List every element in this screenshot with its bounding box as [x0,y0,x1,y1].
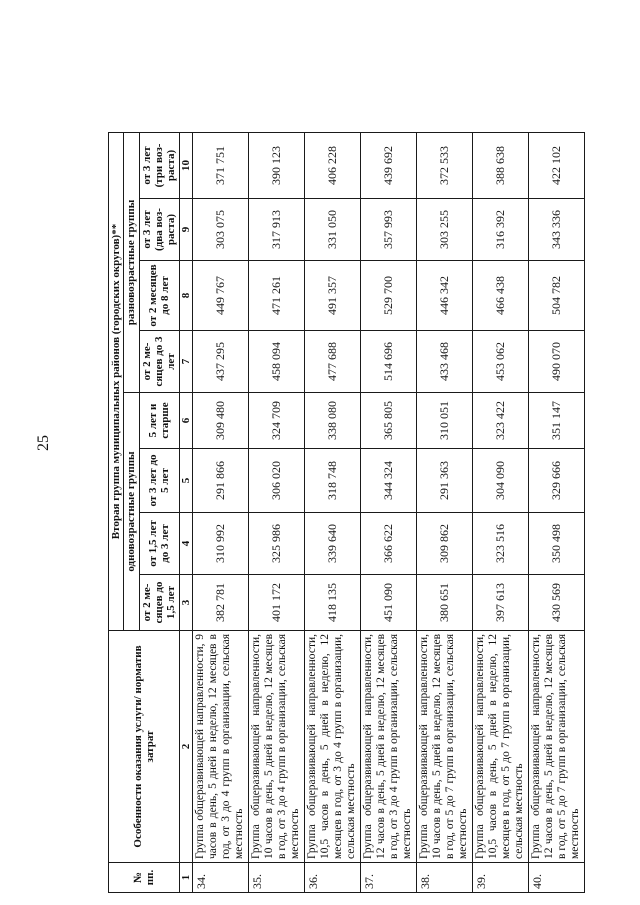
header-group-title: Вторая группа муниципальных районов (городских округов)** [109,132,124,630]
cost-value: 365 805 [360,393,416,449]
cost-value: 372 533 [416,132,472,198]
column-number: 2 [179,631,192,863]
table-row [472,132,528,892]
table-row [304,132,360,892]
table-row [248,132,304,892]
cost-value: 339 640 [304,513,360,575]
cost-value: 306 020 [248,449,304,513]
cost-value: 471 261 [248,261,304,331]
row-description: Группа общеразвивающей направленности, 12 часов в день, 5 дней в неделю, 12 месяцев в год, от 5 до 7 групп в организации, сельская местность [528,631,584,863]
cost-value: 529 700 [360,261,416,331]
header-col: от 1,5 лет до 3 лет [139,513,179,575]
table-row [416,132,472,892]
cost-value: 366 622 [360,513,416,575]
row-number: 36. [304,863,360,893]
row-description: Группа общеразвивающей направленности, 12 часов в день, 5 дней в неделю, 12 месяцев в год, от 3 до 4 групп в организации, сельская местность [360,631,416,863]
cost-value: 451 090 [360,575,416,631]
header-col: 5 лет и старше [139,393,179,449]
table-row [192,132,248,892]
row-description: Группа общеразвивающей направленности, 10,5 часов в день, 5 дней в неделю, 12 месяцев в год, от 5 до 7 групп в организации, сельская местность [472,631,528,863]
cost-value: 310 051 [416,393,472,449]
cost-value: 329 666 [528,449,584,513]
rotated-table-wrapper [108,133,608,893]
header-feature: Особенности оказания услуги/ норматив затрат [109,631,180,863]
column-number: 5 [179,449,192,513]
row-number: 34. [192,863,248,893]
cost-value: 291 866 [192,449,248,513]
cost-value: 303 075 [192,199,248,261]
cost-value: 343 336 [528,199,584,261]
table-row [360,132,416,892]
cost-value: 338 080 [304,393,360,449]
row-description: Группа общеразвивающей направленности, 10 часов в день, 5 дней в неделю, 12 месяцев в год, от 3 до 4 групп в организации, сельская местность [248,631,304,863]
cost-value: 316 392 [472,199,528,261]
cost-value: 304 090 [472,449,528,513]
cost-value: 390 123 [248,132,304,198]
cost-value: 401 172 [248,575,304,631]
cost-value: 437 295 [192,331,248,393]
row-description: Группа общеразвивающей направленности, 10 часов в день, 5 дней в неделю, 12 месяцев в год, от 5 до 7 групп в организации, сельская местность [416,631,472,863]
cost-value: 490 070 [528,331,584,393]
column-number: 1 [179,863,192,893]
column-number: 8 [179,261,192,331]
header-single-age: одновозрастные группы [124,393,139,631]
cost-value: 453 062 [472,331,528,393]
cost-value: 466 438 [472,261,528,331]
header-col: от 2 месяцев до 8 лет [139,261,179,331]
row-description: Группа общеразвивающей направленности, 10,5 часов в день, 5 дней в неделю, 12 месяцев в год, от 3 до 4 групп в организации, сельская местность [304,631,360,863]
cost-value: 309 480 [192,393,248,449]
cost-value: 514 696 [360,331,416,393]
cost-value: 325 986 [248,513,304,575]
cost-value: 380 651 [416,575,472,631]
cost-value: 323 422 [472,393,528,449]
row-description: Группа общеразвивающей направленности, 9 часов в день, 5 дней в неделю, 12 месяцев в год, от 3 до 4 групп в организации, сельская местность [192,631,248,863]
header-no: № пп. [109,863,180,893]
cost-table [108,132,585,893]
row-number: 38. [416,863,472,893]
cost-value: 433 468 [416,331,472,393]
cost-value: 446 342 [416,261,472,331]
column-number: 6 [179,393,192,449]
header-col: от 3 лет (два воз-раста) [139,199,179,261]
cost-value: 350 498 [528,513,584,575]
table-row [528,132,584,892]
cost-value: 310 992 [192,513,248,575]
cost-value: 418 135 [304,575,360,631]
cost-value: 491 357 [304,261,360,331]
cost-value: 317 913 [248,199,304,261]
cost-value: 331 050 [304,199,360,261]
cost-value: 422 102 [528,132,584,198]
column-number: 7 [179,331,192,393]
row-number: 37. [360,863,416,893]
row-number: 39. [472,863,528,893]
column-number: 10 [179,132,192,198]
cost-value: 430 569 [528,575,584,631]
header-col: от 3 лет до 5 лет [139,449,179,513]
cost-value: 388 638 [472,132,528,198]
cost-value: 323 516 [472,513,528,575]
page-number: 25 [35,435,52,451]
cost-value: 351 147 [528,393,584,449]
row-number: 40. [528,863,584,893]
cost-value: 357 993 [360,199,416,261]
cost-value: 397 613 [472,575,528,631]
cost-value: 344 324 [360,449,416,513]
column-number: 9 [179,199,192,261]
cost-value: 309 862 [416,513,472,575]
header-col: от 3 лет (три воз-раста) [139,132,179,198]
cost-value: 318 748 [304,449,360,513]
cost-value: 406 228 [304,132,360,198]
header-col: от 2 ме-сяцев до 3 лет [139,331,179,393]
cost-value: 291 363 [416,449,472,513]
column-number: 3 [179,575,192,631]
cost-value: 449 767 [192,261,248,331]
cost-value: 458 094 [248,331,304,393]
cost-value: 382 781 [192,575,248,631]
cost-value: 504 782 [528,261,584,331]
cost-value: 303 255 [416,199,472,261]
cost-value: 371 751 [192,132,248,198]
table-body [192,132,584,892]
cost-value: 324 709 [248,393,304,449]
header-col: от 2 ме-сяцев до 1,5 лет [139,575,179,631]
cost-value: 477 688 [304,331,360,393]
header-mixed-age: разновозрастные группы [124,132,139,392]
row-number: 35. [248,863,304,893]
column-number: 4 [179,513,192,575]
cost-value: 439 692 [360,132,416,198]
